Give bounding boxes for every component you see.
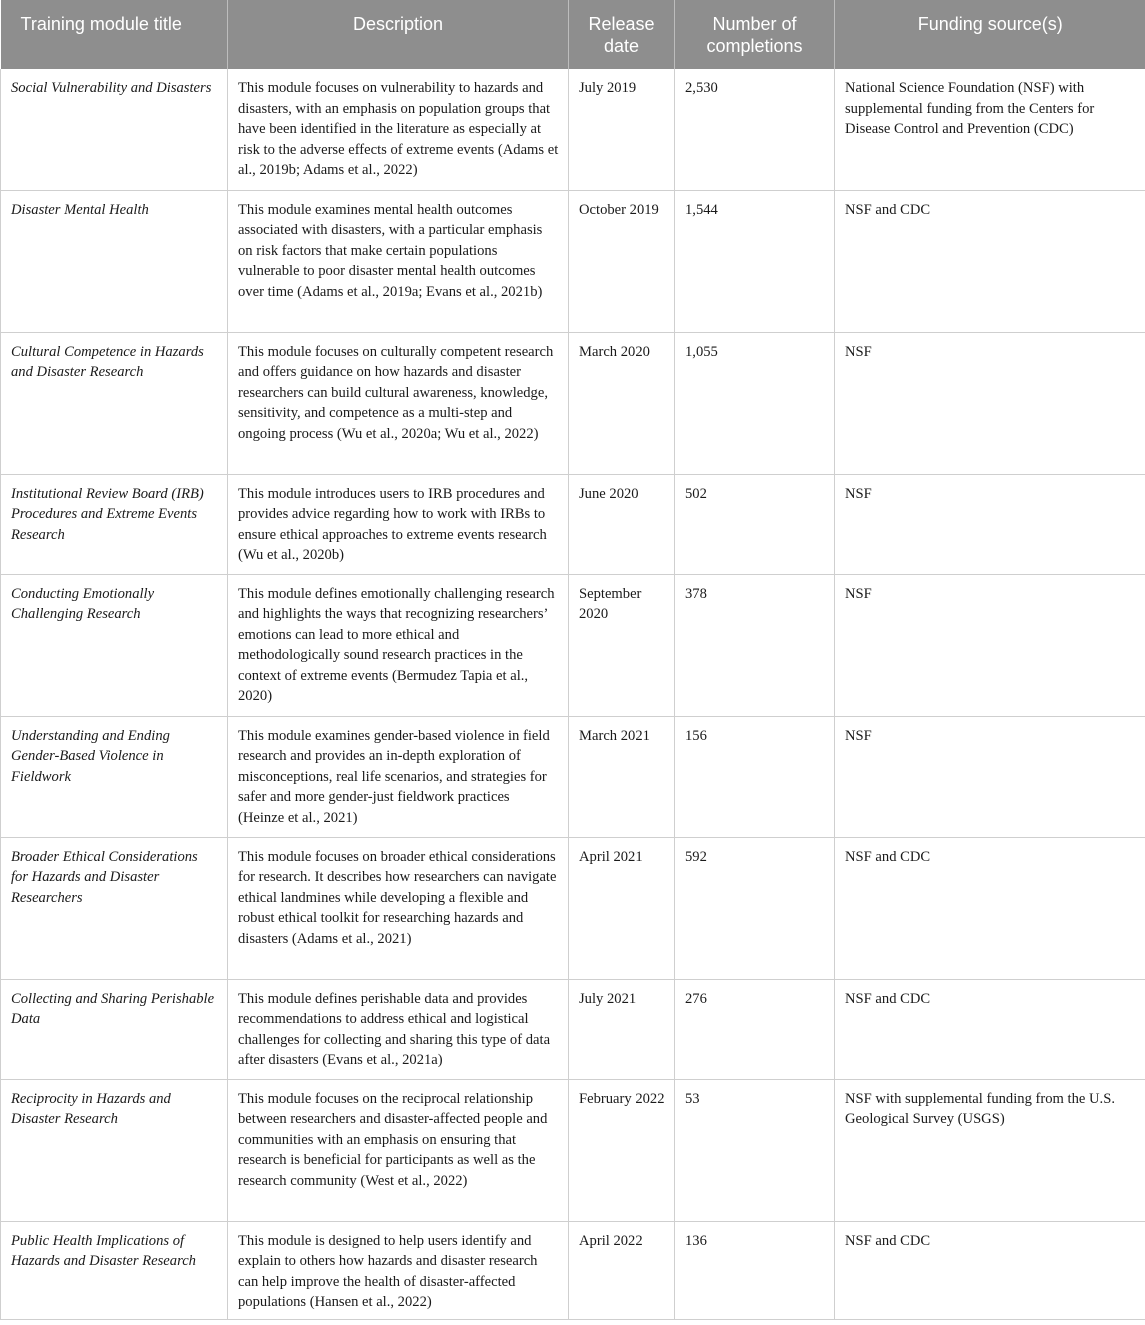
release-date-cell: March 2020 [569,332,675,474]
table-row [1,716,1145,837]
release-date-cell: July 2021 [569,979,675,1079]
table-row [1,837,1145,979]
description-cell: This module focuses on vulnerability to hazards and disasters, with an emphasis on population groups that have been identified in the literature as especially at risk to the adverse effects of extreme events (Adams et al., 2019b; Adams et al., 2022) [228,69,569,190]
column-header-release-date: Release date [569,0,675,69]
release-date-cell: April 2021 [569,837,675,979]
description-cell: This module introduces users to IRB procedures and provides advice regarding how to work with IRBs to ensure ethical approaches to extreme events research (Wu et al., 2020b) [228,474,569,574]
release-date-cell: June 2020 [569,474,675,574]
table-row [1,1079,1145,1221]
table-row [1,574,1145,716]
column-header-title: Training module title [1,0,228,69]
completions-cell: 592 [675,837,835,979]
module-title-cell: Broader Ethical Considerations for Hazards and Disaster Researchers [1,837,228,979]
description-cell: This module focuses on broader ethical considerations for research. It describes how researchers can navigate ethical landmines while developing a flexible and robust ethical toolkit for researching hazards and disasters (Adams et al., 2021) [228,837,569,979]
description-cell: This module examines mental health outcomes associated with disasters, with a particular emphasis on risk factors that make certain populations vulnerable to poor disaster mental health outcomes over time (Adams et al., 2019a; Evans et al., 2021b) [228,190,569,332]
completions-cell: 378 [675,574,835,716]
table-row [1,474,1145,574]
description-cell: This module is designed to help users identify and explain to others how hazards and disaster research can help improve the health of disaster-affected populations (Hansen et al., 2022) [228,1221,569,1319]
description-cell: This module defines perishable data and provides recommendations to address ethical and logistical challenges for collecting and sharing this type of data after disasters (Evans et al., 2021a) [228,979,569,1079]
release-date-cell: March 2021 [569,716,675,837]
funding-cell: NSF and CDC [835,1221,1145,1319]
completions-cell: 53 [675,1079,835,1221]
table-row [1,69,1145,190]
header-row [1,0,1145,69]
completions-cell: 1,055 [675,332,835,474]
description-cell: This module defines emotionally challenging research and highlights the ways that recognizing researchers’ emotions can lead to more ethical and methodologically sound research practices in the context of extreme events (Bermudez Tapia et al., 2020) [228,574,569,716]
completions-cell: 2,530 [675,69,835,190]
table-row [1,332,1145,474]
completions-cell: 276 [675,979,835,1079]
funding-cell: NSF [835,574,1145,716]
funding-cell: NSF and CDC [835,190,1145,332]
completions-cell: 156 [675,716,835,837]
completions-cell: 136 [675,1221,835,1319]
completions-cell: 1,544 [675,190,835,332]
funding-cell: NSF and CDC [835,979,1145,1079]
description-cell: This module examines gender-based violence in field research and provides an in-depth exploration of misconceptions, real life scenarios, and strategies for safer and more gender-just fieldwork practices (Heinze et al., 2021) [228,716,569,837]
release-date-cell: April 2022 [569,1221,675,1319]
release-date-cell: October 2019 [569,190,675,332]
description-cell: This module focuses on culturally competent research and offers guidance on how hazards and disaster researchers can build cultural awareness, knowledge, sensitivity, and competence as a multi-step and ongoing process (Wu et al., 2020a; Wu et al., 2022) [228,332,569,474]
funding-cell: NSF [835,474,1145,574]
table-row [1,1221,1145,1319]
module-title-cell: Collecting and Sharing Perishable Data [1,979,228,1079]
module-title-cell: Reciprocity in Hazards and Disaster Research [1,1079,228,1221]
funding-cell: NSF [835,332,1145,474]
module-title-cell: Conducting Emotionally Challenging Research [1,574,228,716]
column-header-description: Description [228,0,569,69]
funding-cell: NSF [835,716,1145,837]
module-title-cell: Social Vulnerability and Disasters [1,69,228,190]
completions-cell: 502 [675,474,835,574]
module-title-cell: Institutional Review Board (IRB) Procedures and Extreme Events Research [1,474,228,574]
table-row [1,979,1145,1079]
description-cell: This module focuses on the reciprocal relationship between researchers and disaster-affected people and communities with an emphasis on ensuring that research is beneficial for participants as well as the research community (West et al., 2022) [228,1079,569,1221]
funding-cell: National Science Foundation (NSF) with supplemental funding from the Centers for Disease Control and Prevention (CDC) [835,69,1145,190]
module-title-cell: Public Health Implications of Hazards and Disaster Research [1,1221,228,1319]
table-row [1,190,1145,332]
release-date-cell: September 2020 [569,574,675,716]
module-title-cell: Cultural Competence in Hazards and Disaster Research [1,332,228,474]
module-title-cell: Understanding and Ending Gender-Based Violence in Fieldwork [1,716,228,837]
release-date-cell: July 2019 [569,69,675,190]
release-date-cell: February 2022 [569,1079,675,1221]
funding-cell: NSF with supplemental funding from the U.S. Geological Survey (USGS) [835,1079,1145,1221]
funding-cell: NSF and CDC [835,837,1145,979]
column-header-funding: Funding source(s) [835,0,1145,69]
module-title-cell: Disaster Mental Health [1,190,228,332]
column-header-completions: Number of completions [675,0,835,69]
